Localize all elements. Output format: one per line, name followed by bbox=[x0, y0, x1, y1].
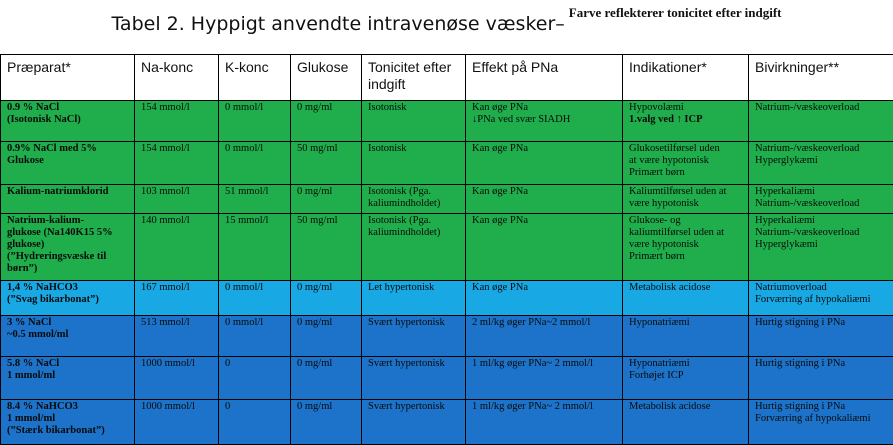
cell-indikationer bbox=[623, 101, 749, 142]
cell-tonicitet: Let hypertonisk bbox=[362, 280, 466, 315]
cell-glukose: 0 mg/ml bbox=[291, 280, 362, 315]
cell-bivirkninger: Hurtig stigning i PNa bbox=[749, 356, 893, 399]
cell-preparat: Natrium-kalium- glukose (Na140K15 5% glukose) (”Hydreringsvæske til børn”) bbox=[1, 213, 135, 280]
cell-effekt: Kan øge PNa bbox=[466, 142, 623, 185]
cell-preparat: 0.9% NaCl med 5% Glukose bbox=[1, 142, 135, 185]
cell-na-konc: 154 mmol/l bbox=[135, 101, 219, 142]
cell-bivirkninger: Hyperkaliæmi Natrium-/væskeoverload bbox=[749, 185, 893, 214]
cell-na-konc: 167 mmol/l bbox=[135, 280, 219, 315]
title-main: Tabel 2. Hyppigt anvendte intravenøse væsker– bbox=[111, 13, 565, 35]
cell-k-konc: 0 bbox=[219, 356, 291, 399]
cell-bivirkninger: Natriumoverload Forværring af hypokaliæmi bbox=[749, 280, 893, 315]
cell-k-konc: 15 mmol/l bbox=[219, 213, 291, 280]
cell-indikationer: Metabolisk acidose bbox=[623, 280, 749, 315]
header-row bbox=[1, 55, 893, 101]
cell-glukose: 0 mg/ml bbox=[291, 315, 362, 356]
cell-preparat: 3 % NaCl ~0.5 mmol/ml bbox=[1, 315, 135, 356]
cell-bivirkninger: Hyperkaliæmi Natrium-/væskeoverload Hyperglykæmi bbox=[749, 213, 893, 280]
cell-glukose: 0 mg/ml bbox=[291, 101, 362, 142]
cell-indikationer: Hyponatriæmi Forhøjet ICP bbox=[623, 356, 749, 399]
cell-k-konc: 0 mmol/l bbox=[219, 101, 291, 142]
cell-bivirkninger: Hurtig stigning i PNa Forværring af hypokaliæmi bbox=[749, 399, 893, 444]
cell-bivirkninger: Natrium-/væskeoverload Hyperglykæmi bbox=[749, 142, 893, 185]
title-subtitle: Farve reflekterer tonicitet efter indgift bbox=[568, 5, 782, 20]
cell-effekt: 2 ml/kg øger PNa~2 mmol/l bbox=[466, 315, 623, 356]
cell-preparat: Kalium-natriumklorid bbox=[1, 185, 135, 214]
cell-k-konc: 0 mmol/l bbox=[219, 142, 291, 185]
table-title bbox=[0, 0, 893, 50]
cell-bivirkninger: Hurtig stigning i PNa bbox=[749, 315, 893, 356]
cell-na-konc: 103 mmol/l bbox=[135, 185, 219, 214]
cell-preparat: 5.8 % NaCl 1 mmol/ml bbox=[1, 356, 135, 399]
cell-na-konc: 140 mmol/l bbox=[135, 213, 219, 280]
header-indikationer: Indikationer* bbox=[623, 55, 749, 101]
table-row bbox=[1, 280, 893, 315]
cell-effekt: Kan øge PNa bbox=[466, 185, 623, 214]
indication-text: Hypovolæmi bbox=[629, 102, 684, 113]
cell-tonicitet: Isotonisk bbox=[362, 142, 466, 185]
cell-indikationer: Glukosetilførsel uden at være hypotonisk Primært børn bbox=[623, 142, 749, 185]
table-row bbox=[1, 142, 893, 185]
cell-k-konc: 51 mmol/l bbox=[219, 185, 291, 214]
cell-glukose: 0 mg/ml bbox=[291, 185, 362, 214]
table-row bbox=[1, 213, 893, 280]
header-effekt: Effekt på PNa bbox=[466, 55, 623, 101]
cell-bivirkninger: Natrium-/væskeoverload bbox=[749, 101, 893, 142]
cell-indikationer: Glukose- og kaliumtilførsel uden at være hypotonisk Primært børn bbox=[623, 213, 749, 280]
cell-na-konc: 1000 mmol/l bbox=[135, 399, 219, 444]
cell-glukose: 50 mg/ml bbox=[291, 213, 362, 280]
cell-effekt: Kan øge PNa ↓PNa ved svær SIADH bbox=[466, 101, 623, 142]
cell-effekt: 1 ml/kg øger PNa~ 2 mmol/l bbox=[466, 356, 623, 399]
cell-tonicitet: Isotonisk bbox=[362, 101, 466, 142]
cell-preparat: 1,4 % NaHCO3 (”Svag bikarbonat”) bbox=[1, 280, 135, 315]
cell-na-konc: 513 mmol/l bbox=[135, 315, 219, 356]
cell-indikationer: Hyponatriæmi bbox=[623, 315, 749, 356]
table-row bbox=[1, 356, 893, 399]
cell-indikationer: Kaliumtilførsel uden at være hypotonisk bbox=[623, 185, 749, 214]
table-row bbox=[1, 399, 893, 444]
header-bivirkninger: Bivirkninger** bbox=[749, 55, 893, 101]
cell-tonicitet: Isotonisk (Pga. kaliumindholdet) bbox=[362, 185, 466, 214]
cell-k-konc: 0 bbox=[219, 399, 291, 444]
cell-indikationer: Metabolisk acidose bbox=[623, 399, 749, 444]
cell-na-konc: 1000 mmol/l bbox=[135, 356, 219, 399]
header-glukose: Glukose bbox=[291, 55, 362, 101]
cell-tonicitet: Svært hypertonisk bbox=[362, 356, 466, 399]
cell-glukose: 50 mg/ml bbox=[291, 142, 362, 185]
fluids-table bbox=[0, 54, 893, 445]
cell-effekt: Kan øge PNa bbox=[466, 213, 623, 280]
indication-bold-text: 1.valg ved ↑ ICP bbox=[629, 114, 703, 125]
header-preparat: Præparat* bbox=[1, 55, 135, 101]
cell-na-konc: 154 mmol/l bbox=[135, 142, 219, 185]
cell-glukose: 0 mg/ml bbox=[291, 399, 362, 444]
cell-k-konc: 0 mmol/l bbox=[219, 280, 291, 315]
cell-preparat: 8.4 % NaHCO3 1 mmol/ml (”Stærk bikarbonat”) bbox=[1, 399, 135, 444]
table-row bbox=[1, 101, 893, 142]
table-row bbox=[1, 315, 893, 356]
cell-effekt: 1 ml/kg øger PNa~ 2 mmol/l bbox=[466, 399, 623, 444]
cell-tonicitet: Isotonisk (Pga. kaliumindholdet) bbox=[362, 213, 466, 280]
header-tonicitet: Tonicitet efter indgift bbox=[362, 55, 466, 101]
cell-tonicitet: Svært hypertonisk bbox=[362, 399, 466, 444]
cell-k-konc: 0 mmol/l bbox=[219, 315, 291, 356]
cell-tonicitet: Svært hypertonisk bbox=[362, 315, 466, 356]
header-k-konc: K-konc bbox=[219, 55, 291, 101]
header-na-konc: Na-konc bbox=[135, 55, 219, 101]
cell-glukose: 0 mg/ml bbox=[291, 356, 362, 399]
table-row bbox=[1, 185, 893, 214]
cell-preparat: 0.9 % NaCl (Isotonisk NaCl) bbox=[1, 101, 135, 142]
cell-effekt: Kan øge PNa bbox=[466, 280, 623, 315]
